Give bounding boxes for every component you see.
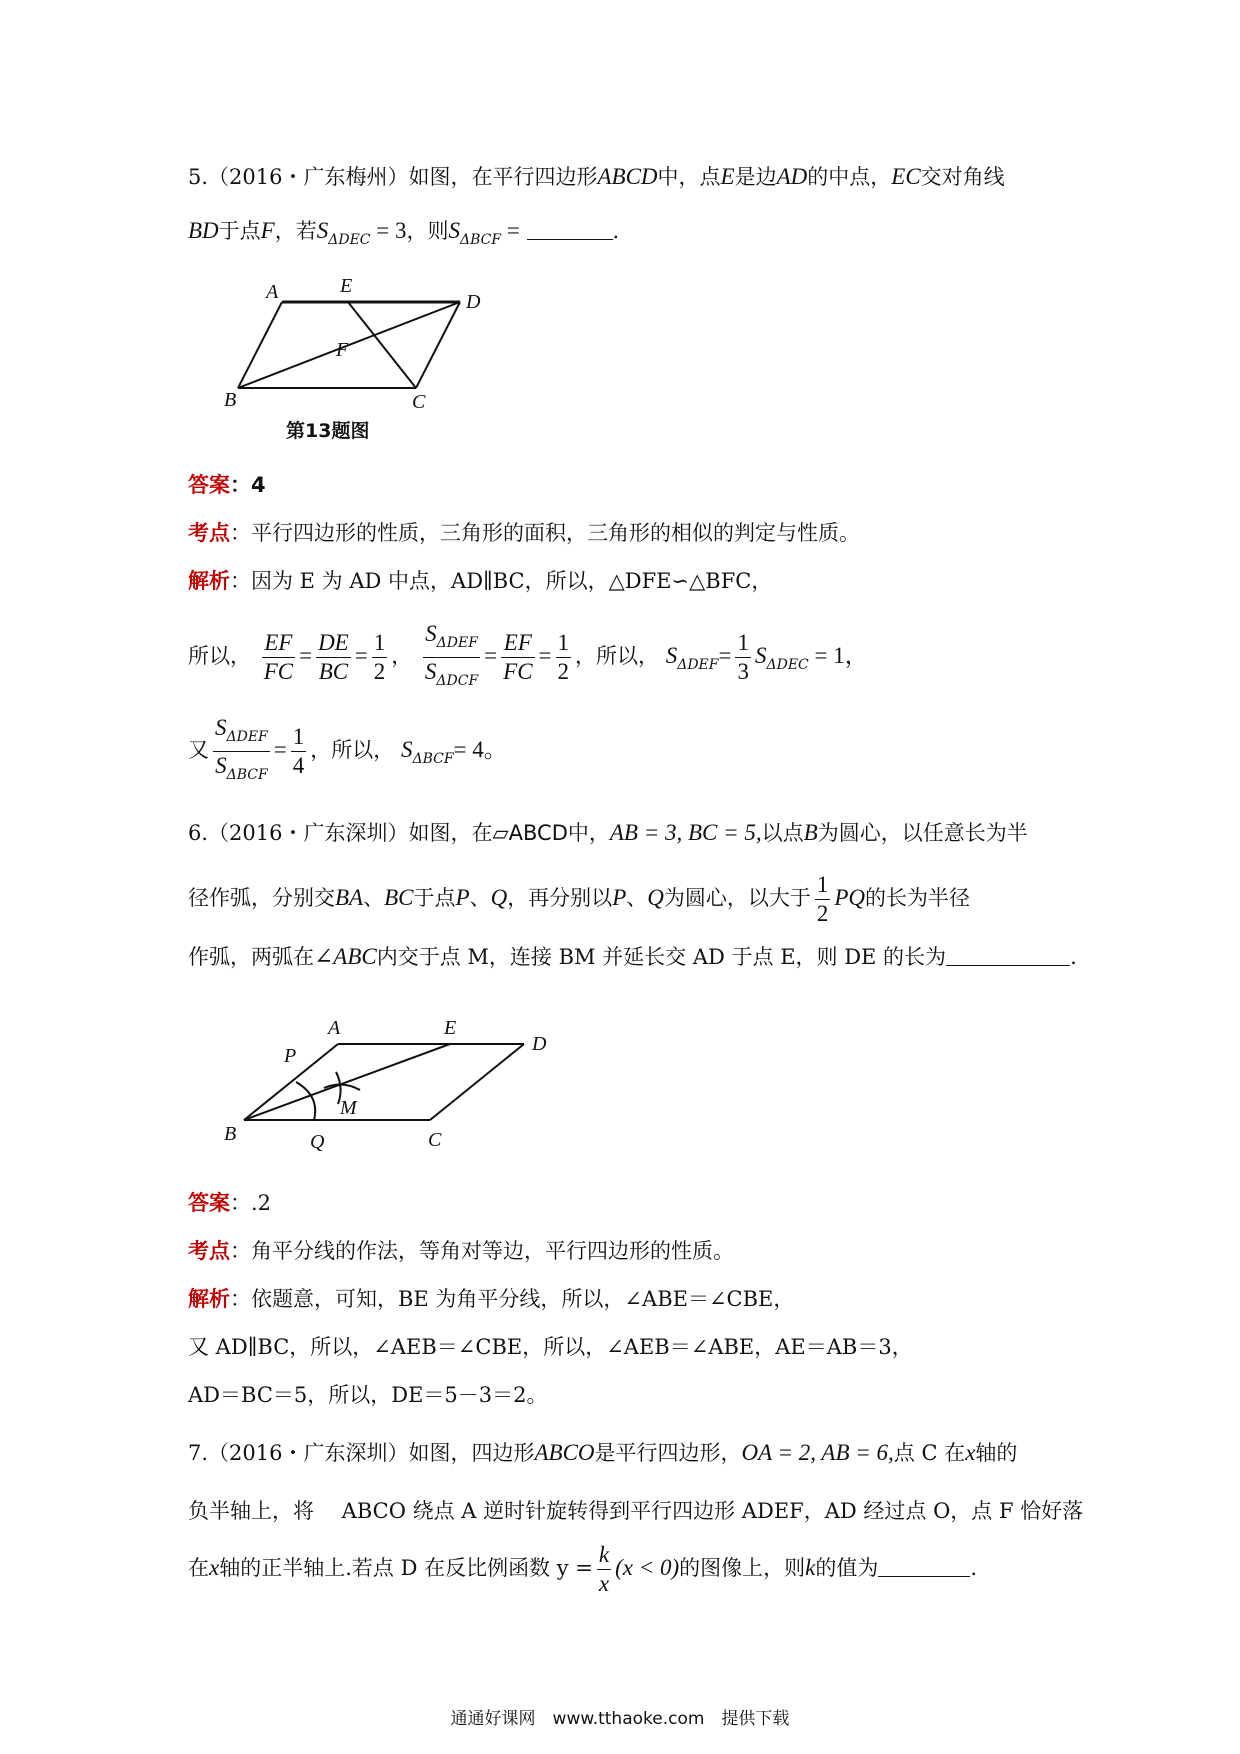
frac-de-bc: $\frac{DE}{BC}$ [318,630,349,684]
q5-parallelogram-figure [224,275,510,418]
q5-side-ab [238,302,282,388]
q5-answer-blank [527,217,613,240]
q7-answer-blank [878,1554,970,1577]
q5-side-cd [416,302,460,388]
q5-answer: 答案：4 [188,473,266,497]
q5-label-e: E [340,275,353,297]
q5-line-1: 5.（2016・广东梅州）如图，在平行四边形ABCD中，点E是边AD的中点，EC交对角线 [188,164,1005,189]
q6-line-2: 径作弧，分别交BA、BC于点P、Q，再分别以P、Q为圆心，以大于 $\frac{1}{2}$ PQ的长为半径 [188,872,971,926]
frac-ef-fc-2: $\frac{EF}{FC}$ [503,630,533,684]
frac-1-2: $\frac{1}{2}$ [373,630,386,684]
frac-sdef-sbcf: $\frac{S_{\Delta DEF}}{S_{\Delta BCF}}$ [215,715,268,783]
frac-1-2-b: $\frac{1}{2}$ [557,630,570,684]
q6-side-cd [430,1044,524,1120]
q5-label-f: F [336,339,349,361]
frac-ef-fc: $\frac{EF}{FC}$ [263,630,294,684]
q6-arc-pq [296,1082,315,1120]
q7-line-1: 7.（2016・广东深圳）如图，四边形ABCO是平行四边形，OA = 2, AB = 6,点 C 在x轴的 [188,1440,1018,1465]
q6-label-a: A [328,1017,341,1039]
q6-answer-blank [946,943,1070,966]
q6-label-b: B [224,1123,237,1145]
q6-label-m: M [340,1097,357,1119]
q6-label-c: C [428,1129,442,1151]
q5-line-2: BD于点F，若$S_{\Delta DEC} = 3$，则$S_{\Delta BCF}$ = . [188,218,620,248]
q5-label-c: C [412,391,426,413]
q5-label-d: D [466,291,481,313]
q6-label-e: E [444,1017,457,1039]
q6-parallelogram-figure [220,1010,600,1160]
q5-diagonal-bd [238,302,460,388]
q6-answer: 答案：.2 [188,1191,272,1215]
frac-1-2-q6: $\frac{1}{2}$ [816,872,829,926]
q5-jiexi-2: 所以， $\frac{EF}{FC}$ = $\frac{DE}{BC}$ = $\frac{1}{2}$ ， $\frac{S_{\Delta DEF}}{S_{\Delta DCF}}$ = $\frac{EF}{FC}$ = $\frac{1}{2}$ ，所以， $S_{\Delta DEF}=$ $\frac{1}{3}$ $S_{\Delta DEC} = 1$， [188,620,868,695]
q5-segment-ec [348,302,416,388]
q6-label-q: Q [310,1131,325,1153]
q5-jiexi-1: 解析：因为 E 为 AD 中点，AD∥BC，所以，△DFE∽△BFC， [188,569,773,593]
page-footer: 通通好课网 www.tthaoke.com 提供下载 [450,1709,790,1729]
frac-sdef-sdcf: $\frac{S_{\Delta DEF}}{S_{\Delta DCF}}$ [424,621,479,689]
q7-line-2: 负半轴上，将 ABCO 绕点 A 逆时针旋转得到平行四边形 ADEF，AD 经过点 O，点 F 恰好落 [188,1499,1084,1523]
q6-jiexi-2: 又 AD∥BC，所以，∠AEB＝∠CBE，所以，∠AEB＝∠ABE，AE＝AB＝3， [188,1335,913,1359]
q6-label-d: D [532,1033,547,1055]
q6-line-3: 作弧，两弧在∠ABC内交于点 M，连接 BM 并延长交 AD 于点 E，则 DE 的长为 . [188,944,1077,969]
frac-1-4: $\frac{1}{4}$ [292,724,305,778]
q6-line-1: 6.（2016・广东深圳）如图，在▱ABCD中，AB = 3, BC = 5,以点B为圆心，以任意长为半 [188,820,1028,845]
q5-jiexi-3: 又 $\frac{S_{\Delta DEF}}{S_{\Delta BCF}}$ = $\frac{1}{4}$ ，所以， $S_{\Delta BCF}= 4$。 [188,714,507,789]
frac-1-3: $\frac{1}{3}$ [737,630,749,684]
frac-k-x: $\frac{k}{x}$ [598,1542,610,1596]
q6-kaodian: 考点：角平分线的作法，等角对等边，平行四边形的性质。 [188,1239,734,1263]
q7-line-3: 在x轴的正半轴上.若点 D 在反比例函数 y = $\frac{k}{x}$ (x < 0)的图像上，则k的值为 . [188,1542,978,1596]
q5-label-a: A [266,281,279,303]
q5-label-b: B [224,389,237,411]
q6-jiexi-1: 解析：依题意，可知，BE 为角平分线，所以，∠ABE＝∠CBE， [188,1287,795,1311]
q6-label-p: P [284,1045,297,1067]
q5-kaodian: 考点：平行四边形的性质，三角形的面积，三角形的相似的判定与性质。 [188,521,860,545]
q5-figure-caption: 第13题图 [286,420,370,442]
q6-jiexi-3: AD＝BC＝5，所以，DE＝5－3＝2。 [188,1383,548,1407]
